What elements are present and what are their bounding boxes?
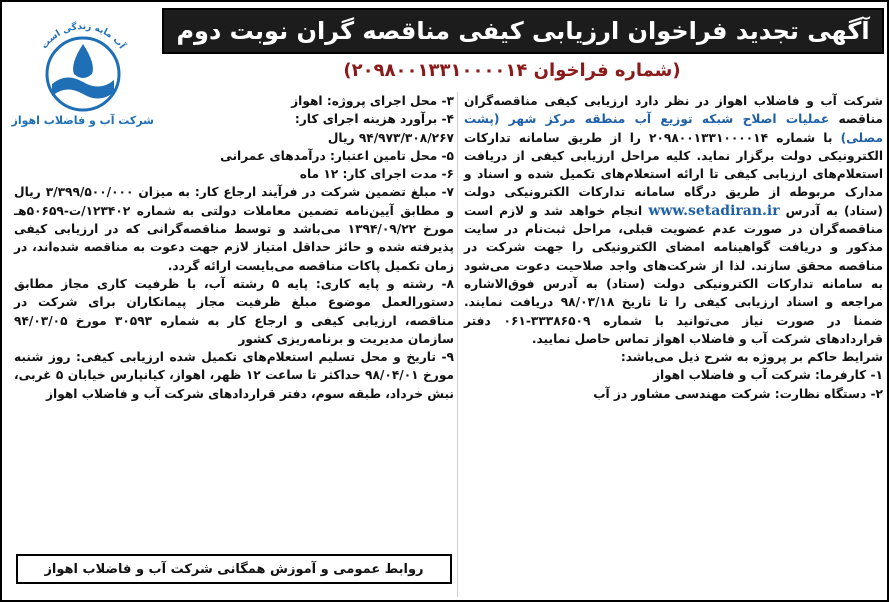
estimate-value: ۹۴/۹۷۳/۳۰۸/۲۶۷ ریال — [327, 130, 454, 145]
left-column — [11, 92, 455, 403]
condition-item-estimate: ۴- برآورد هزینه اجرای کار: — [294, 112, 454, 127]
conditions-title: شرایط حاکم بر پروژه به شرح ذیل می‌باشد: — [620, 350, 883, 365]
condition-item-funding: ۵- محل تامین اعتبار: درآمدهای عمرانی — [220, 148, 454, 163]
condition-item-supervisor: ۲- دستگاه نظارت: شرکت مهندسی مشاور دز آب — [593, 386, 883, 401]
project-name: عملیات اصلاح شبکه توزیع آب منطقه مرکز شهر (پشت مصلی) — [464, 112, 883, 145]
logo-arc-text: آب مایه زندگی است — [39, 21, 127, 52]
footer-text: روابط عمومی و آموزش همگانی شرکت آب و فاضلاب اهواز — [44, 561, 424, 577]
condition-item-submission: ۹- تاریخ و محل تسلیم استعلام‌های تکمیل شده ارزیابی کیفی: روز شنبه مورخ ۹۸/۰۴/۰۱ حداکثر تا ساعت ۱۲ ظهر، اهواز، کیانپارس خیابان ۵ غربی، نبش خرداد، طبقه سوم، دفتر قراردادهای شرکت آب و فاضلاب اهواز — [14, 350, 455, 401]
condition-item-location: ۳- محل اجرای پروژه: اهواز — [291, 94, 454, 108]
condition-item-grade: ۸- رشته و پایه کاری: پایه ۵ رشته آب، با ظرفیت کاری مجاز مطابق دستورالعمل موضوع مبلغ ظرفیت مجاز پیمانکاران برای شرکت در مناقصه، ارزیابی کیفی و ارجاع کار به شماره ۳۰۵۹۳ مورخ ۹۴/۰۳/۰۵ سازمان مدیریت و برنامه‌ریزی کشور — [14, 276, 454, 346]
public-relations-footer — [16, 554, 452, 584]
condition-item-guarantee: ۷- مبلغ تضمین شرکت در فرآیند ارجاع کار: به میزان ۳/۳۹۹/۵۰۰/۰۰۰ ریال و مطابق آیین‌نامه تضمین معاملات دولتی به شماره ۱۲۳۴۰۲/ت-۵۰۶۵۹هـ مورخ ۱۳۹۴/۰۹/۲۲ می‌باشد و توسط مناقصه‌گرانی که در ارزیابی کیفی پذیرفته شده و حائز حداقل امتیاز لازم جهت دعوت به مناقصه شده‌اند، در زمان تکمیل پاکات مناقصه می‌بایست ارائه گردد. — [14, 185, 454, 273]
notice-title-bar — [162, 8, 884, 54]
condition-item-duration: ۶- مدت اجرای کار: ۱۲ ماه — [299, 167, 454, 182]
right-column — [464, 92, 883, 403]
condition-item-employer: ۱- کارفرما: شرکت آب و فاضلاب اهواز — [652, 368, 883, 383]
setadiran-link[interactable]: www.setadiran.ir — [648, 202, 780, 219]
call-number: (شماره فراخوان ۲۰۹۸۰۰۱۳۳۱۰۰۰۰۱۴) — [343, 60, 681, 81]
notice-title: آگهی تجدید فراخوان ارزیابی کیفی مناقصه گران نوبت دوم — [176, 17, 870, 45]
column-divider — [457, 92, 458, 597]
intro-paragraph: شرکت آب و فاضلاب اهواز در نظر دارد ارزیابی کیفی مناقصه‌گران مناقصه عملیات اصلاح شبکه توزیع آب منطقه مرکز شهر (پشت مصلی) با شماره ۲۰۹۸۰۰۱۳۳۱۰۰۰۰۱۴ را از طریق سامانه تدارکات الکترونیکی دولت برگزار نماید. کلیه مراحل ارزیابی کیفی از دریافت استعلام‌های ارزیابی کیفی تا ارائه استعلام‌های تکمیل شده و اسناد و مدارک مربوطه از طریق درگاه سامانه تدارکات الکترونیکی دولت (ستاد) به آدرس www.setadiran.ir انجام خواهد شد و لازم است مناقصه‌گران در صورت عدم عضویت قبلی، مراحل ثبت‌نام در سایت مذکور و دریافت گواهینامه امضای الکترونیکی را جهت شرکت در مناقصه محقق سازند. لذا از شرکت‌های واجد صلاحیت دعوت می‌شود به سامانه تدارکات الکترونیکی دولت (ستاد) به آدرس فوق‌الاشاره مراجعه و اسناد ارزیابی کیفی را تا تاریخ ۹۸/۰۳/۱۸ دریافت نمایند. ضمنا در صورت نیاز می‌توانید با شماره ۳۳۳۸۶۵۰۹-۰۶۱ دفتر قراردادهای شرکت آب و فاضلاب اهواز تماس حاصل نمایید. — [464, 94, 883, 346]
logo-caption: شرکت آب و فاضلاب اهواز — [11, 114, 154, 127]
